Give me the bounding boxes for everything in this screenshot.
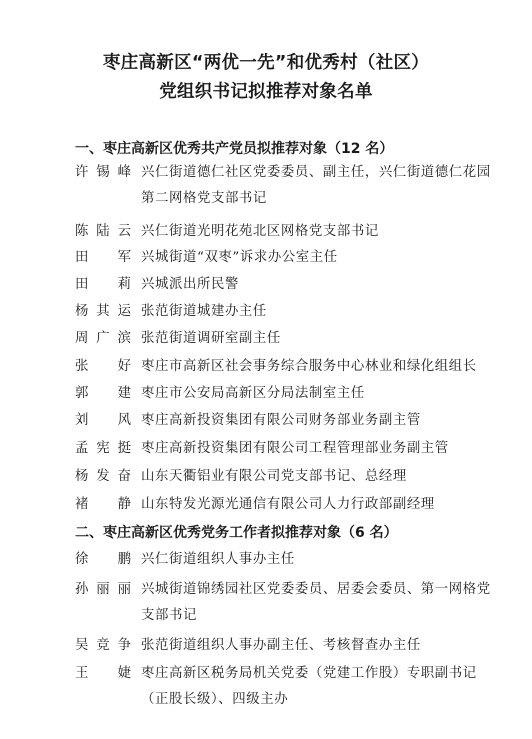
person-name: 杨发奋 bbox=[75, 469, 131, 484]
document-title-line-2: 党组织书记拟推荐对象名单 bbox=[159, 82, 373, 102]
person-name: 杨其运 bbox=[75, 304, 131, 319]
person-position: 枣庄市高新区社会事务综合服务中心林业和绿化组组长 bbox=[141, 359, 477, 374]
person-position: 兴城派出所民警 bbox=[141, 277, 239, 292]
person-name: 田 军 bbox=[75, 250, 131, 265]
person-name: 周广滨 bbox=[75, 331, 131, 346]
person-position: 张范街道组织人事办副主任、考核督查办主任 bbox=[141, 638, 421, 653]
person-name: 陈陆云 bbox=[75, 224, 131, 239]
person-position: 兴仁街道德仁社区党委委员、副主任，兴仁街道德仁花园第二网格党支部书记 bbox=[141, 165, 491, 206]
person-position: 张范街道调研室副主任 bbox=[141, 331, 281, 346]
document-title-line-1: 枣庄高新区“两优一先”和优秀村（社区） bbox=[102, 53, 430, 73]
person-name: 张 好 bbox=[75, 359, 131, 374]
person-name: 王 婕 bbox=[75, 666, 131, 681]
person-position: 枣庄市公安局高新区分局法制室主任 bbox=[141, 386, 365, 401]
person-name: 孙丽丽 bbox=[75, 582, 131, 597]
person-position: 枣庄高新区税务局机关党委（党建工作股）专职副书记（正股长级）、四级主办 bbox=[141, 666, 477, 707]
person-position: 枣庄高新投资集团有限公司工程管理部业务副主管 bbox=[141, 441, 449, 456]
person-name: 徐 鹏 bbox=[75, 552, 131, 567]
person-name: 褚 静 bbox=[75, 497, 131, 512]
person-name: 吴竞争 bbox=[75, 638, 131, 653]
person-name: 孟宪挺 bbox=[75, 441, 131, 456]
person-position: 兴仁街道光明花苑北区网格党支部书记 bbox=[141, 224, 379, 239]
section-heading-party-workers: 二、枣庄高新区优秀党务工作者拟推荐对象（6 名） bbox=[75, 525, 398, 541]
person-position: 兴城街道“双枣”诉求办公室主任 bbox=[141, 250, 338, 265]
person-position: 张范街道城建办主任 bbox=[141, 304, 267, 319]
person-position: 枣庄高新投资集团有限公司财务部业务副主管 bbox=[141, 413, 421, 428]
person-position: 兴仁街道组织人事办主任 bbox=[141, 552, 295, 567]
person-position: 山东特发光源光通信有限公司人力行政部副经理 bbox=[141, 497, 435, 512]
person-name: 刘 风 bbox=[75, 413, 131, 428]
person-position: 兴城街道锦绣园社区党委委员、居委会委员、第一网格党支部书记 bbox=[141, 582, 491, 623]
person-name: 田 莉 bbox=[75, 277, 131, 292]
person-position: 山东天衢铝业有限公司党支部书记、总经理 bbox=[141, 469, 407, 484]
person-name: 许锡峰 bbox=[75, 165, 131, 180]
person-name: 郭 建 bbox=[75, 386, 131, 401]
section-heading-party-members: 一、枣庄高新区优秀共产党员拟推荐对象（12 名） bbox=[75, 141, 394, 157]
